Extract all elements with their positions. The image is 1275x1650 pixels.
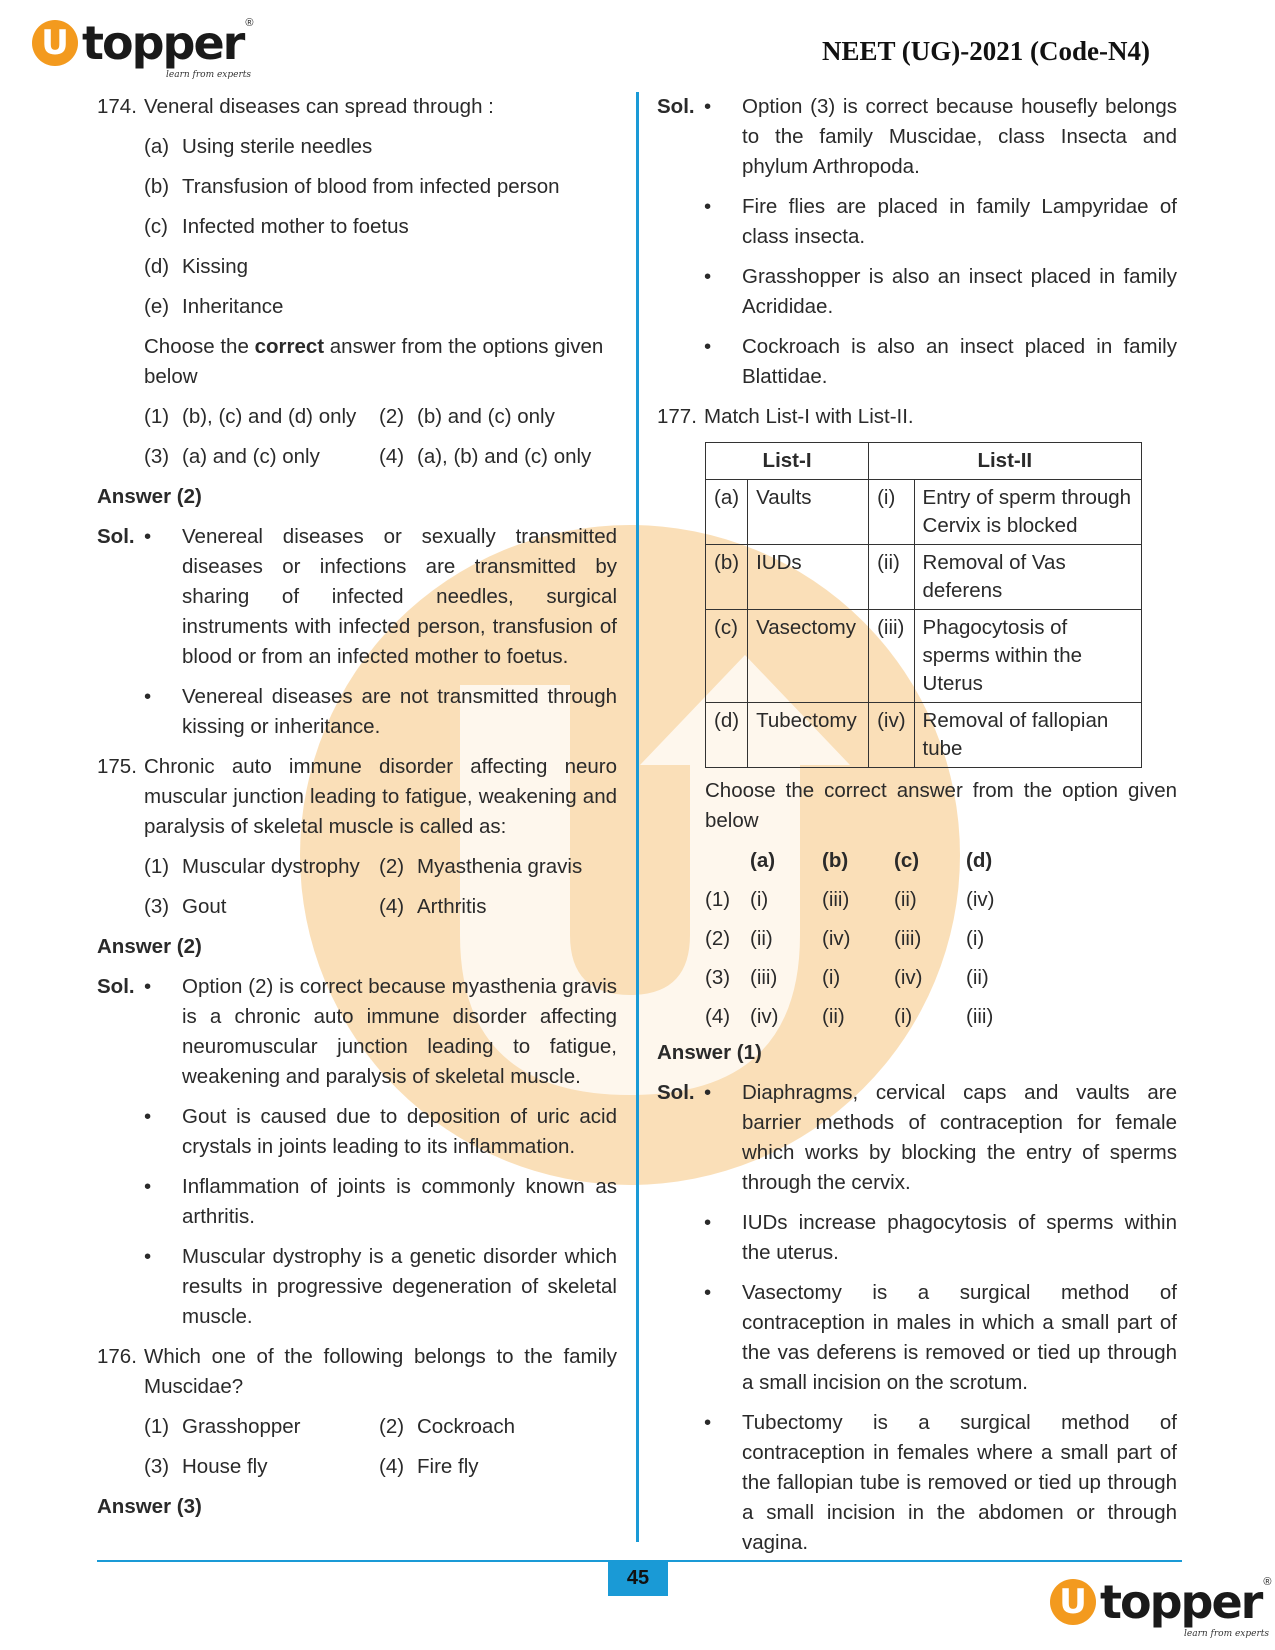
column-divider <box>636 92 639 1542</box>
q174-options <box>144 402 617 472</box>
q174-option-3: (3) (a) and (c) only <box>144 445 320 468</box>
footer-logo-tagline: learn from experts <box>1184 1629 1270 1639</box>
q176-option-1: (1) Grasshopper <box>144 1415 301 1438</box>
topper-logo <box>32 16 254 80</box>
q175-option-2: (2) Myasthenia gravis <box>379 855 583 878</box>
question-175: 175. Chronic auto immune disorder affecting neuro muscular junction leading to fatigue, weakening and paralysis of skeletal muscle is called as: <box>97 755 617 838</box>
q175-option-1: (1) Muscular dystrophy <box>144 855 360 878</box>
q175-option-3: (3) Gout <box>144 895 227 918</box>
q176-option-2: (2) Cockroach <box>379 1415 515 1438</box>
question-174: 174. Veneral diseases can spread through : <box>97 95 494 118</box>
q174-item-e: (e) Inheritance <box>144 295 284 318</box>
match-table <box>705 442 1142 768</box>
q174-item-d: (d) Kissing <box>144 255 249 278</box>
table-row: (b) IUDs (ii) Removal of Vas deferens <box>706 545 1142 610</box>
q176-solution-bullet: • Cockroach is also an insect placed in family Blattidae. <box>704 335 1177 388</box>
table-row: (d) Tubectomy (iv) Removal of fallopian tube <box>706 703 1142 768</box>
q176-solution-bullet: • Fire flies are placed in family Lampyridae of class insecta. <box>704 195 1177 248</box>
q176-solution-bullet: Sol. • Option (3) is correct because housefly belongs to the family Muscidae, class Insecta and phylum Arthropoda. <box>657 95 1177 178</box>
right-column <box>657 92 1177 1568</box>
q177-solution-bullet: • Tubectomy is a surgical method of contraception in females where a small part of the fallopian tube is removed or tied up through a small incision in the abdomen or through vagina. <box>704 1411 1177 1554</box>
logo-u-icon: U <box>32 20 78 66</box>
q175-answer: Answer (2) <box>97 935 202 958</box>
q177-solution-bullet: • Vasectomy is a surgical method of contraception in males in which a small part of the vas deferens is removed or tied up through a small incision on the scrotum. <box>704 1281 1177 1394</box>
question-177: 177. Match List-I with List-II. <box>657 405 914 428</box>
table-row: (a) Vaults (i) Entry of sperm through Cervix is blocked <box>706 480 1142 545</box>
q175-option-4: (4) Arthritis <box>379 895 487 918</box>
q175-options <box>144 852 617 922</box>
q175-solution-bullet: • Muscular dystrophy is a genetic disorder which results in progressive degeneration of skeletal muscle. <box>144 1245 617 1328</box>
q177-options-grid: (a) (b) (c) (d) (1) (i) (iii) (ii) (iv) (2) (ii) (iv) (iii) (i) (3) (iii) (i) (iv) (ii) (4) (iv) (ii) (i) (iii) <box>705 849 995 1028</box>
footer-logo-text: topper <box>1100 1575 1262 1629</box>
footer-logo-registered-mark: ® <box>1263 1576 1272 1588</box>
logo-text: topper <box>82 16 244 70</box>
q176-option-3: (3) House fly <box>144 1455 268 1478</box>
table-header-list1: List-I <box>706 443 869 480</box>
q177-instruction: Choose the correct answer from the option given below <box>705 779 1177 832</box>
footer-logo-u-icon: U <box>1050 1579 1096 1625</box>
q174-instruction: Choose the correct answer from the options given below <box>144 335 604 388</box>
q175-solution-bullet: Sol. • Option (2) is correct because myasthenia gravis is a chronic auto immune disorder affecting neuromuscular junction leading to fatigue, weakening and paralysis of skeletal muscle. <box>97 975 617 1088</box>
q174-item-c: (c) Infected mother to foetus <box>144 215 409 238</box>
q177-solution-bullet: • IUDs increase phagocytosis of sperms within the uterus. <box>704 1211 1177 1264</box>
exam-title: NEET (UG)-2021 (Code-N4) <box>822 36 1150 66</box>
q174-item-a: (a) Using sterile needles <box>144 135 373 158</box>
q176-answer: Answer (3) <box>97 1495 202 1518</box>
table-row: (c) Vasectomy (iii) Phagocytosis of sperms within the Uterus <box>706 610 1142 703</box>
q174-solution-bullet: • Venereal diseases are not transmitted through kissing or inheritance. <box>144 685 617 738</box>
q174-solution-bullet: Sol. • Venereal diseases or sexually transmitted diseases or infections are transmitted by sharing of infected needles, surgical instruments with infected person, transfusion of blood or from an infected mother to foetus. <box>97 525 617 668</box>
question-176: 176. Which one of the following belongs to the family Muscidae? <box>97 1345 617 1398</box>
q175-solution-bullet: • Inflammation of joints is commonly known as arthritis. <box>144 1175 617 1228</box>
logo-registered-mark: ® <box>245 17 254 29</box>
q174-option-2: (2) (b) and (c) only <box>379 405 555 428</box>
q176-options <box>144 1412 617 1482</box>
footer-topper-logo <box>1050 1575 1272 1639</box>
q177-answer: Answer (1) <box>657 1041 762 1064</box>
q174-answer: Answer (2) <box>97 485 202 508</box>
q176-solution-bullet: • Grasshopper is also an insect placed in family Acrididae. <box>704 265 1177 318</box>
q176-option-4: (4) Fire fly <box>379 1455 479 1478</box>
q174-item-b: (b) Transfusion of blood from infected person <box>144 175 560 198</box>
page-number: 45 <box>608 1560 668 1596</box>
logo-tagline: learn from experts <box>166 70 252 80</box>
left-column <box>97 92 617 1532</box>
q175-solution-bullet: • Gout is caused due to deposition of uric acid crystals in joints leading to its inflammation. <box>144 1105 617 1158</box>
q177-solution-bullet: Sol. • Diaphragms, cervical caps and vaults are barrier methods of contraception for female which works by blocking the entry of sperms through the cervix. <box>657 1081 1177 1194</box>
q174-option-4: (4) (a), (b) and (c) only <box>379 445 592 468</box>
q174-option-1: (1) (b), (c) and (d) only <box>144 405 357 428</box>
table-header-list2: List-II <box>869 443 1141 480</box>
